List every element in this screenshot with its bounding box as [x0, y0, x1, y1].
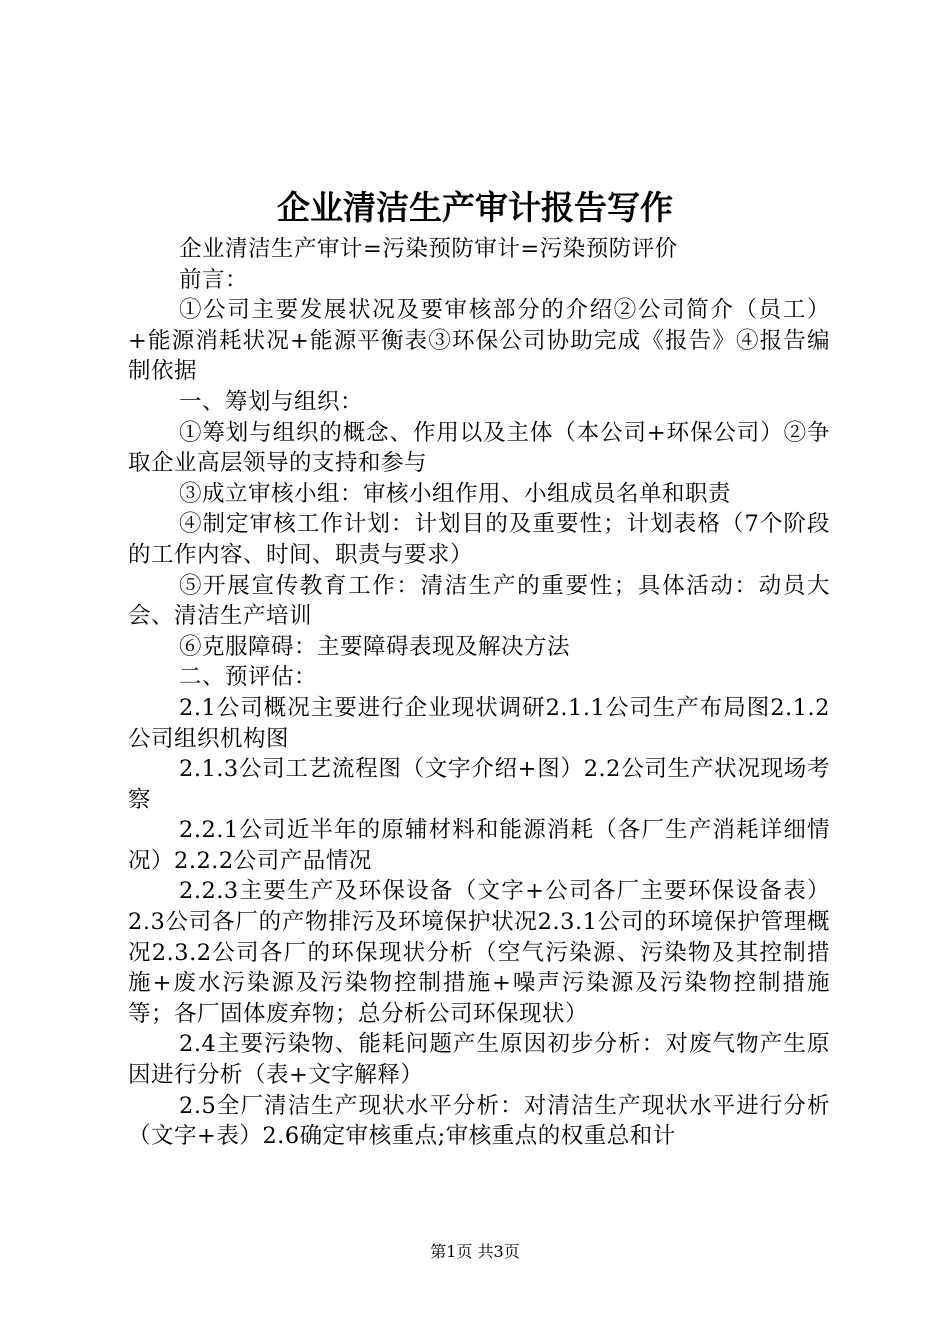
paragraph: 二、预评估： [179, 664, 318, 691]
document-title: 企业清洁生产审计报告写作 [277, 188, 673, 227]
paragraph: 2.5全厂清洁生产现状水平分析：对清洁生产现状水平进行分析（文字+表）2.6确定审核重点;审核重点的权重总和计 [128, 1092, 830, 1150]
paragraph: 一、筹划与组织： [179, 388, 364, 415]
paragraph: 前言： [179, 266, 249, 293]
document-body [128, 234, 830, 1152]
paragraph: 2.2.3主要生产及环保设备（文字+公司各厂主要环保设备表）2.3公司各厂的产物排污及环境保护状况2.3.1公司的环境保护管理概况2.3.2公司各厂的环保现状分析（空气污染源、污染物及其控制措施+废水污染源及污染物控制措施+噪声污染源及污染物控制措施等；各厂固体废弃物；总分析公司环保现状） [128, 878, 830, 1027]
paragraph: 2.1.3公司工艺流程图（文字介绍+图）2.2公司生产状况现场考察 [128, 756, 830, 813]
paragraph: ③成立审核小组：审核小组作用、小组成员名单和职责 [179, 480, 732, 507]
paragraph: ⑥克服障碍：主要障碍表现及解决方法 [179, 633, 571, 660]
paragraph: ⑤开展宣传教育工作：清洁生产的重要性；具体活动：动员大会、清洁生产培训 [128, 572, 830, 630]
paragraph: ④制定审核工作计划：计划目的及重要性；计划表格（7个阶段的工作内容、时间、职责与要求） [128, 511, 830, 568]
paragraph: 2.2.1公司近半年的原辅材料和能源消耗（各厂生产消耗详细情况）2.2.2公司产品情况 [128, 817, 830, 874]
paragraph: 2.1公司概况主要进行企业现状调研2.1.1公司生产布局图2.1.2公司组织机构图 [128, 694, 830, 752]
page-footer: 第1页 共3页 [430, 1242, 520, 1261]
paragraph: ①筹划与组织的概念、作用以及主体（本公司+环保公司）②争取企业高层领导的支持和参与 [128, 419, 830, 477]
paragraph: ①公司主要发展状况及要审核部分的介绍②公司简介（员工）+能源消耗状况+能源平衡表③环保公司协助完成《报告》④报告编制依据 [128, 297, 830, 385]
paragraph: 2.4主要污染物、能耗问题产生原因初步分析：对废气物产生原因进行分析（表+文字解释） [128, 1031, 830, 1089]
paragraph: 企业清洁生产审计=污染预防审计=污染预防评价 [179, 236, 678, 262]
